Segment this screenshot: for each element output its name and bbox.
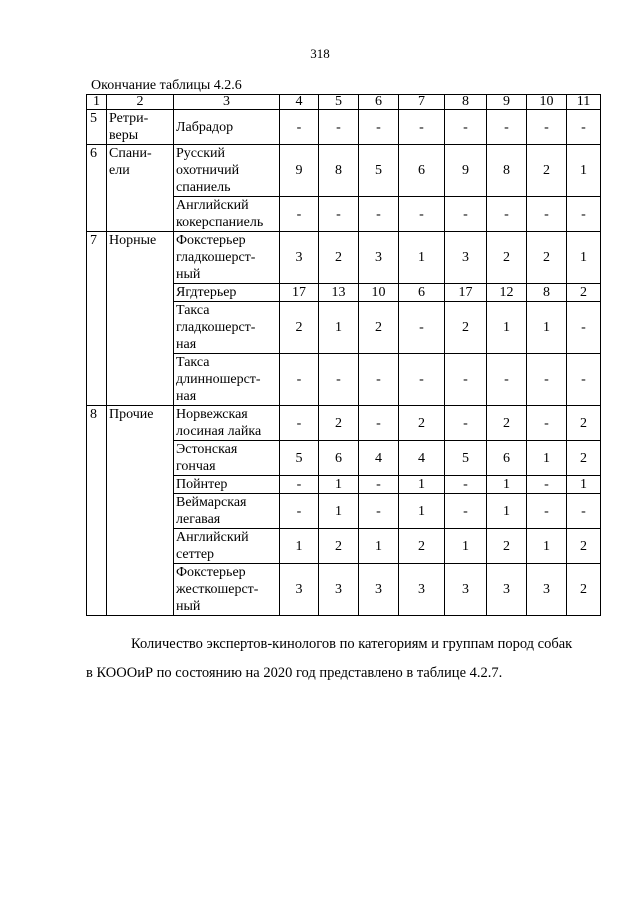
group-name-line: Спани- <box>109 146 152 161</box>
value-cell: - <box>567 354 601 406</box>
breed-name <box>174 494 280 529</box>
header-cell: 9 <box>487 95 527 110</box>
breed-name-line: Лабрадор <box>176 119 234 135</box>
table-row <box>87 110 601 145</box>
value-cell: - <box>399 302 445 354</box>
breed-name-line: ный <box>176 267 201 282</box>
value-cell: 3 <box>527 564 567 616</box>
value-cell: 12 <box>487 284 527 302</box>
group-number: 7 <box>87 232 107 406</box>
value-cell: - <box>319 197 359 232</box>
value-cell: 1 <box>399 476 445 494</box>
breed-name <box>174 302 280 354</box>
breed-name-line: Такса <box>176 355 210 370</box>
value-cell: - <box>280 110 319 145</box>
header-cell: 10 <box>527 95 567 110</box>
breed-name-line: гладкошерст- <box>176 320 256 335</box>
value-cell: - <box>567 494 601 529</box>
value-cell: - <box>527 354 567 406</box>
value-cell: 1 <box>487 476 527 494</box>
value-cell: 3 <box>445 564 487 616</box>
breed-name-line: Фокстерьер <box>176 233 246 248</box>
value-cell: 1 <box>319 476 359 494</box>
group-name <box>107 232 174 406</box>
value-cell: - <box>399 197 445 232</box>
value-cell: - <box>527 476 567 494</box>
paragraph-line-2: в КОООиР по состоянию на 2020 год представлено в таблице 4.2.7. <box>86 665 503 681</box>
breed-name-line: Такса <box>176 303 210 318</box>
value-cell: 6 <box>399 145 445 197</box>
value-cell: 1 <box>527 302 567 354</box>
value-cell: - <box>567 197 601 232</box>
breed-name-line: Пойнтер <box>176 477 228 492</box>
value-cell: 1 <box>487 494 527 529</box>
breed-name-line: Английский <box>176 530 249 545</box>
value-cell: 8 <box>527 284 567 302</box>
value-cell: - <box>280 494 319 529</box>
value-cell: 13 <box>319 284 359 302</box>
breed-name-line: ная <box>176 389 197 404</box>
value-cell: 3 <box>487 564 527 616</box>
value-cell: 3 <box>445 232 487 284</box>
value-cell: - <box>445 476 487 494</box>
value-cell: 10 <box>359 284 399 302</box>
breed-name-line: Веймарская <box>176 495 247 510</box>
value-cell: - <box>359 406 399 441</box>
breed-name-line: легавая <box>176 512 221 527</box>
breed-name <box>174 232 280 284</box>
group-number: 5 <box>87 110 107 145</box>
value-cell: 3 <box>280 232 319 284</box>
value-cell: 1 <box>359 529 399 564</box>
value-cell: 2 <box>567 441 601 476</box>
value-cell: 3 <box>359 564 399 616</box>
table-row <box>87 406 601 441</box>
breed-experts-table <box>86 94 601 616</box>
breed-name-line: жесткошерст- <box>176 582 259 597</box>
value-cell: 6 <box>487 441 527 476</box>
header-cell: 2 <box>107 95 174 110</box>
value-cell: - <box>280 406 319 441</box>
value-cell: - <box>567 302 601 354</box>
value-cell: 1 <box>399 232 445 284</box>
value-cell: - <box>487 197 527 232</box>
group-name-line: Ретри- <box>109 111 149 126</box>
value-cell: 2 <box>319 406 359 441</box>
header-cell: 5 <box>319 95 359 110</box>
value-cell: 1 <box>567 476 601 494</box>
value-cell: - <box>445 110 487 145</box>
group-number: 8 <box>87 406 107 616</box>
value-cell: - <box>445 406 487 441</box>
value-cell: 5 <box>359 145 399 197</box>
value-cell: 1 <box>567 232 601 284</box>
group-name <box>107 406 174 616</box>
value-cell: - <box>319 110 359 145</box>
breed-name <box>174 284 280 302</box>
value-cell: 2 <box>445 302 487 354</box>
value-cell: - <box>487 354 527 406</box>
value-cell: - <box>359 476 399 494</box>
value-cell: 2 <box>487 232 527 284</box>
breed-name-line: ный <box>176 599 201 614</box>
value-cell: - <box>359 197 399 232</box>
header-cell: 11 <box>567 95 601 110</box>
value-cell: 3 <box>280 564 319 616</box>
breed-name <box>174 529 280 564</box>
value-cell: 3 <box>399 564 445 616</box>
value-cell: 6 <box>319 441 359 476</box>
breed-name-line: длинношерст- <box>176 372 261 387</box>
breed-name <box>174 354 280 406</box>
value-cell: 1 <box>567 145 601 197</box>
value-cell: 2 <box>399 406 445 441</box>
value-cell: - <box>527 197 567 232</box>
breed-name <box>174 441 280 476</box>
breed-name-line: Норвежская <box>176 407 248 422</box>
value-cell: - <box>527 406 567 441</box>
table-row <box>87 232 601 284</box>
breed-name <box>174 110 280 145</box>
table-header-row <box>87 95 601 110</box>
breed-name-line: Английский <box>176 198 249 213</box>
value-cell: - <box>487 110 527 145</box>
value-cell: - <box>280 476 319 494</box>
header-cell: 4 <box>280 95 319 110</box>
header-cell: 7 <box>399 95 445 110</box>
breed-name-line: гладкошерст- <box>176 250 256 265</box>
value-cell: - <box>445 354 487 406</box>
value-cell: 3 <box>319 564 359 616</box>
value-cell: 2 <box>487 406 527 441</box>
value-cell: 9 <box>280 145 319 197</box>
value-cell: - <box>399 354 445 406</box>
breed-name-line: Русский <box>176 146 225 161</box>
page-number: 318 <box>310 46 330 61</box>
value-cell: 2 <box>567 564 601 616</box>
header-cell: 8 <box>445 95 487 110</box>
breed-name-line: лосиная лайка <box>176 424 262 439</box>
value-cell: 4 <box>359 441 399 476</box>
breed-name-line: Фокстерьер <box>176 565 246 580</box>
value-cell: 4 <box>399 441 445 476</box>
breed-name-line: Ягдтерьер <box>176 285 237 300</box>
group-name <box>107 145 174 232</box>
breed-name-line: охотничий <box>176 163 240 178</box>
header-cell: 6 <box>359 95 399 110</box>
value-cell: 2 <box>319 529 359 564</box>
value-cell: 1 <box>527 529 567 564</box>
value-cell: 5 <box>445 441 487 476</box>
group-name <box>107 110 174 145</box>
value-cell: 1 <box>399 494 445 529</box>
breed-name-line: Эстонская <box>176 442 238 457</box>
value-cell: 2 <box>567 406 601 441</box>
breed-name-line: сеттер <box>176 547 215 562</box>
value-cell: 2 <box>527 145 567 197</box>
breed-name <box>174 476 280 494</box>
value-cell: 17 <box>280 284 319 302</box>
value-cell: 2 <box>319 232 359 284</box>
group-name-line: ели <box>109 163 130 178</box>
group-name-line: веры <box>109 128 139 143</box>
value-cell: 8 <box>487 145 527 197</box>
value-cell: 5 <box>280 441 319 476</box>
table-row <box>87 145 601 197</box>
value-cell: 2 <box>567 284 601 302</box>
value-cell: - <box>359 354 399 406</box>
breed-name-line: спаниель <box>176 180 231 195</box>
value-cell: - <box>527 110 567 145</box>
value-cell: 1 <box>319 302 359 354</box>
value-cell: - <box>527 494 567 529</box>
value-cell: 6 <box>399 284 445 302</box>
value-cell: 2 <box>359 302 399 354</box>
table-caption: Окончание таблицы 4.2.6 <box>91 78 242 93</box>
value-cell: 3 <box>359 232 399 284</box>
value-cell: 1 <box>445 529 487 564</box>
value-cell: 17 <box>445 284 487 302</box>
value-cell: - <box>359 494 399 529</box>
group-name-line: Норные <box>109 233 157 248</box>
value-cell: - <box>280 354 319 406</box>
breed-name-line: кокерспаниель <box>176 215 264 230</box>
value-cell: 1 <box>527 441 567 476</box>
header-cell: 3 <box>174 95 280 110</box>
value-cell: 2 <box>567 529 601 564</box>
value-cell: 2 <box>399 529 445 564</box>
value-cell: 8 <box>319 145 359 197</box>
group-number: 6 <box>87 145 107 232</box>
value-cell: - <box>399 110 445 145</box>
value-cell: - <box>445 197 487 232</box>
breed-name <box>174 197 280 232</box>
value-cell: 1 <box>319 494 359 529</box>
value-cell: 2 <box>280 302 319 354</box>
value-cell: 2 <box>527 232 567 284</box>
value-cell: - <box>445 494 487 529</box>
breed-name <box>174 406 280 441</box>
value-cell: - <box>359 110 399 145</box>
value-cell: 2 <box>487 529 527 564</box>
breed-name-line: ная <box>176 337 197 352</box>
paragraph-line-1: Количество экспертов-кинологов по категориям и группам пород собак <box>131 636 573 652</box>
breed-name <box>174 564 280 616</box>
value-cell: 9 <box>445 145 487 197</box>
value-cell: 1 <box>280 529 319 564</box>
value-cell: 1 <box>487 302 527 354</box>
value-cell: - <box>319 354 359 406</box>
group-name-line: Прочие <box>109 407 154 422</box>
breed-name <box>174 145 280 197</box>
header-cell: 1 <box>87 95 107 110</box>
breed-name-line: гончая <box>176 459 216 474</box>
value-cell: - <box>567 110 601 145</box>
value-cell: - <box>280 197 319 232</box>
